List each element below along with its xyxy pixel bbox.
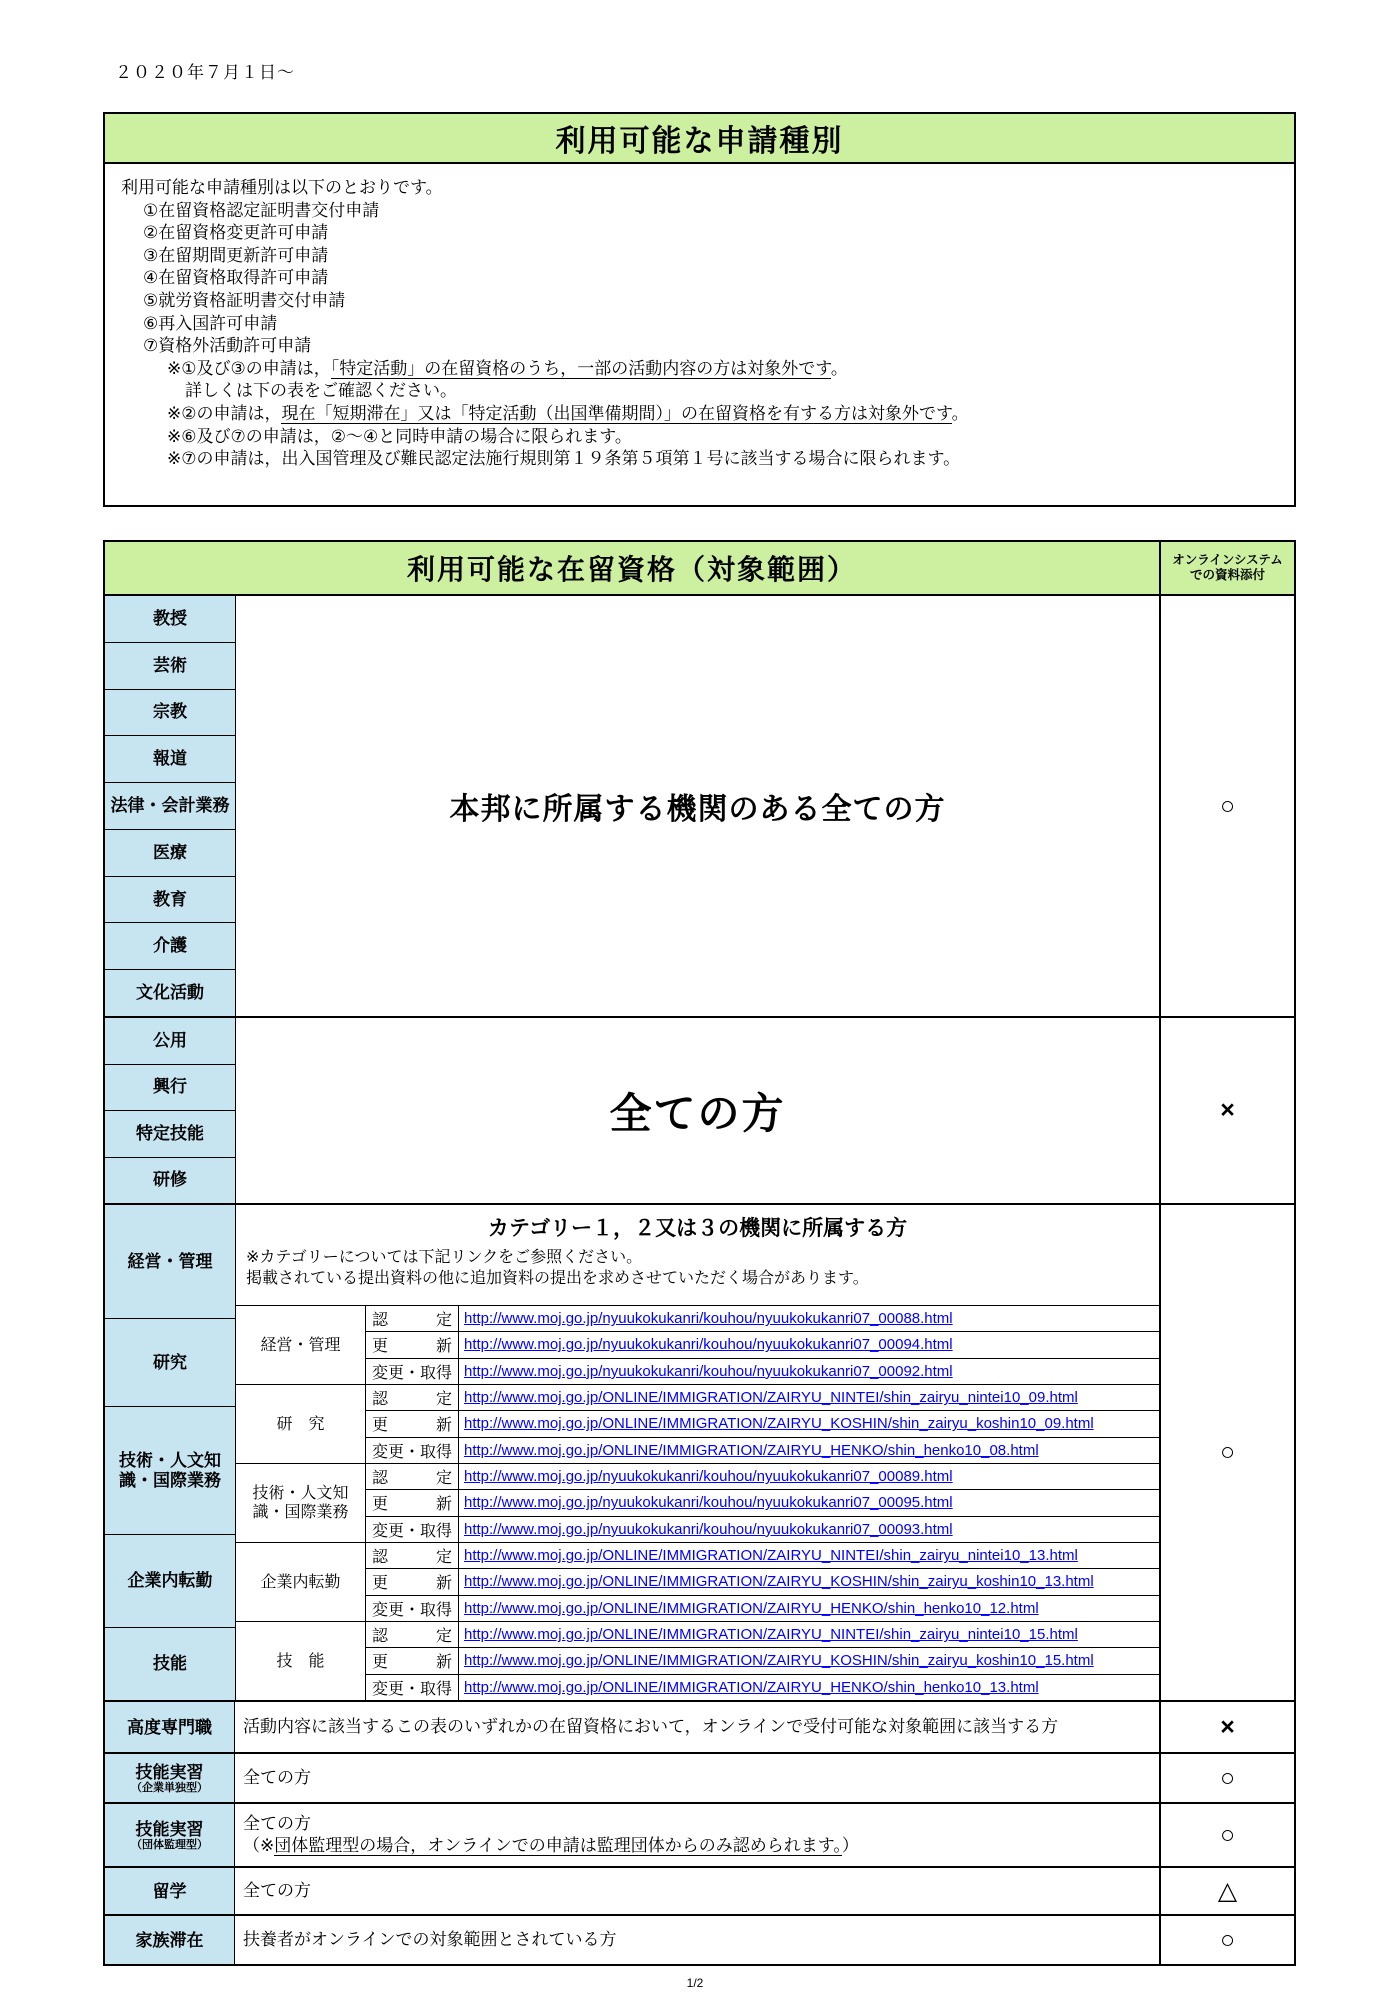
procedure-type-char: 定 — [435, 1391, 452, 1409]
category-cell: 教授 — [105, 596, 235, 642]
group-c-content — [236, 1205, 1159, 1700]
application-types-table — [103, 112, 1296, 507]
category-sublabel: （団体監理型） — [131, 1838, 208, 1851]
link-row — [366, 1438, 1159, 1463]
link-row — [366, 1385, 1159, 1411]
category-cell — [105, 1804, 235, 1866]
category-cell: 経営・管理 — [105, 1205, 235, 1318]
attachment-symbol: △ — [1217, 1877, 1238, 1905]
group-a-attachment-symbol: ○ — [1219, 791, 1236, 820]
category-cell: 報道 — [105, 735, 235, 782]
group-b-attachment-symbol: × — [1220, 1096, 1235, 1124]
application-type-item: ⑤就労資格証明書交付申請 — [143, 290, 346, 310]
category-sublabel: （企業単独型） — [131, 1781, 208, 1794]
procedure-type-label — [366, 1490, 459, 1515]
link-group — [236, 1464, 1159, 1543]
procedure-type-label — [366, 1385, 459, 1410]
procedure-type-label — [366, 1622, 459, 1647]
group-c-heading-block — [236, 1205, 1159, 1305]
application-type-item: ①在留資格認定証明書交付申請 — [143, 200, 380, 220]
link-group-rows — [366, 1622, 1159, 1700]
table-row — [105, 1752, 1294, 1802]
table1-note — [121, 448, 1280, 471]
table-row — [105, 1914, 1294, 1964]
group-c-note-line: 掲載されている提出資料の他に追加資料の提出を求めさせていただく場合があります。 — [246, 1270, 869, 1287]
procedure-type-label — [366, 1569, 459, 1594]
link-group — [236, 1543, 1159, 1622]
link-url-cell — [459, 1385, 1159, 1410]
procedure-link[interactable]: http://www.moj.go.jp/ONLINE/IMMIGRATION/ZAIRYU_NINTEI/shin_zairyu_nintei10_13.html — [464, 1547, 1078, 1565]
procedure-type-char: 定 — [435, 1470, 452, 1488]
effective-date: ２０２０年７月１日～ — [115, 63, 295, 82]
procedure-type-char: 新 — [435, 1496, 452, 1514]
link-group — [236, 1622, 1159, 1700]
link-group-rows — [366, 1543, 1159, 1621]
category-cell: 宗教 — [105, 689, 235, 736]
page-number: 1/2 — [686, 1976, 704, 1990]
category-cell — [105, 1916, 235, 1964]
scope-cell — [235, 1804, 1161, 1866]
category-cell: 芸術 — [105, 642, 235, 689]
procedure-type-char: 新 — [435, 1417, 452, 1435]
group-c-attachment-symbol: ○ — [1219, 1438, 1236, 1466]
procedure-link[interactable]: http://www.moj.go.jp/ONLINE/IMMIGRATION/ZAIRYU_HENKO/shin_henko10_12.html — [464, 1599, 1039, 1617]
link-row — [366, 1596, 1159, 1621]
link-group — [236, 1306, 1159, 1385]
link-group-label: 研 究 — [236, 1385, 366, 1463]
category-cell: 興行 — [105, 1064, 235, 1111]
procedure-type-char: 認 — [372, 1628, 389, 1646]
link-row — [366, 1569, 1159, 1595]
group-b-scope-cell — [236, 1018, 1161, 1203]
category-cell: 研修 — [105, 1157, 235, 1204]
procedure-type-label: 変更・取得 — [366, 1596, 459, 1621]
link-row — [366, 1675, 1159, 1700]
link-group-label: 技 能 — [236, 1622, 366, 1700]
table1-notes — [121, 358, 1280, 471]
procedure-link[interactable]: http://www.moj.go.jp/ONLINE/IMMIGRATION/ZAIRYU_HENKO/shin_henko10_13.html — [464, 1678, 1039, 1696]
procedure-type-char: 更 — [372, 1496, 389, 1514]
link-url-cell — [459, 1517, 1159, 1542]
procedure-type-char: 更 — [372, 1654, 389, 1672]
group-c-heading: カテゴリー１，２又は３の機関に所属する方 — [487, 1217, 908, 1240]
category-cell — [105, 1702, 235, 1752]
application-type-item: ②在留資格変更許可申請 — [143, 223, 329, 243]
procedure-type-label — [366, 1332, 459, 1357]
link-row — [366, 1517, 1159, 1542]
link-groups — [236, 1305, 1159, 1700]
procedure-type-char: 更 — [372, 1417, 389, 1435]
group-all-with-organization — [105, 596, 1294, 1016]
procedure-link[interactable]: http://www.moj.go.jp/ONLINE/IMMIGRATION/ZAIRYU_KOSHIN/shin_zairyu_koshin10_09.html — [464, 1415, 1094, 1433]
link-row — [366, 1543, 1159, 1569]
link-url-cell — [459, 1438, 1159, 1463]
procedure-type-label: 変更・取得 — [366, 1438, 459, 1463]
procedure-type-label — [366, 1464, 459, 1489]
scope-note — [243, 1835, 1159, 1857]
category-cell: 技術・人文知識・国際業務 — [105, 1406, 235, 1534]
application-type-item: ③在留期間更新許可申請 — [143, 245, 329, 265]
procedure-type-label — [366, 1543, 459, 1568]
note-underlined-text: 「特定活動」の在留資格のうち，一部の活動内容の方は対象外です — [330, 358, 831, 378]
link-url-cell — [459, 1490, 1159, 1515]
attachment-symbol: × — [1220, 1712, 1235, 1741]
procedure-type-char: 定 — [435, 1549, 452, 1567]
scope-text: 扶養者がオンラインでの対象範囲とされている方 — [243, 1930, 617, 1949]
table1-note — [121, 358, 1280, 381]
procedure-link[interactable]: http://www.moj.go.jp/ONLINE/IMMIGRATION/ZAIRYU_NINTEI/shin_zairyu_nintei10_15.html — [464, 1626, 1078, 1644]
link-group-rows — [366, 1464, 1159, 1542]
table-row — [105, 1802, 1294, 1866]
procedure-link[interactable]: http://www.moj.go.jp/nyuukokukanri/kouhou/nyuukokukanri07_00089.html — [464, 1468, 953, 1486]
category-cell — [105, 1754, 235, 1802]
link-group-label: 企業内転勤 — [236, 1543, 366, 1621]
group-a-scope-cell — [236, 596, 1161, 1016]
link-row — [366, 1490, 1159, 1516]
note-text: （※ — [243, 1836, 275, 1855]
application-types-body — [105, 164, 1294, 471]
procedure-type-char: 更 — [372, 1338, 389, 1356]
procedure-type-char: 定 — [435, 1628, 452, 1646]
group-b-scope-text: 全ての方 — [609, 1089, 786, 1137]
note-text: ※②の申請は， — [167, 403, 282, 423]
attachment-symbol: ○ — [1219, 1925, 1236, 1954]
group-category-organizations — [105, 1203, 1294, 1700]
scope-cell — [235, 1868, 1161, 1914]
link-row — [366, 1622, 1159, 1648]
category-label: 留学 — [152, 1881, 187, 1901]
category-cell: 企業内転勤 — [105, 1534, 235, 1627]
note-text: ※①及び③の申請は， — [167, 358, 331, 378]
link-group — [236, 1385, 1159, 1464]
link-group-label: 技術・人文知識・国際業務 — [236, 1464, 366, 1542]
note-text: 詳しくは下の表をご確認ください。 — [185, 381, 457, 401]
bottom-rows — [105, 1700, 1294, 1964]
link-group-rows — [366, 1306, 1159, 1384]
note-underlined-text: 団体監理型の場合，オンラインでの申請は監理団体からのみ認められます。 — [274, 1836, 842, 1855]
link-group-rows — [366, 1385, 1159, 1463]
procedure-type-char: 認 — [372, 1549, 389, 1567]
group-a-scope-text: 本邦に所属する機関のある全ての方 — [449, 793, 946, 826]
category-label: 高度専門職 — [127, 1717, 212, 1737]
group-c-notes — [236, 1242, 1159, 1289]
category-cell: 特定技能 — [105, 1110, 235, 1157]
residence-status-table — [103, 540, 1296, 1966]
note-text: ※⑥及び⑦の申請は，②～④と同時申請の場合に限られます。 — [167, 426, 632, 446]
procedure-link[interactable]: http://www.moj.go.jp/nyuukokukanri/kouhou/nyuukokukanri07_00092.html — [464, 1362, 953, 1380]
procedure-type-label: 変更・取得 — [366, 1359, 459, 1384]
procedure-type-char: 認 — [372, 1391, 389, 1409]
procedure-link[interactable]: http://www.moj.go.jp/nyuukokukanri/kouhou/nyuukokukanri07_00088.html — [464, 1310, 953, 1328]
link-url-cell — [459, 1359, 1159, 1384]
procedure-type-label: 変更・取得 — [366, 1675, 459, 1700]
category-label: 技能実習 — [135, 1819, 204, 1839]
procedure-type-char: 新 — [435, 1338, 452, 1356]
link-url-cell — [459, 1411, 1159, 1436]
application-types-title: 利用可能な申請種別 — [105, 114, 1294, 164]
residence-status-table-header — [105, 542, 1294, 596]
scope-text: 全ての方 — [243, 1881, 311, 1900]
scope-cell — [235, 1754, 1161, 1802]
procedure-link[interactable]: http://www.moj.go.jp/ONLINE/IMMIGRATION/ZAIRYU_NINTEI/shin_zairyu_nintei10_09.html — [464, 1389, 1078, 1407]
scope-text: 全ての方 — [243, 1814, 311, 1833]
residence-status-title: 利用可能な在留資格（対象範囲） — [105, 542, 1161, 594]
link-url-cell — [459, 1675, 1159, 1700]
procedure-link[interactable]: http://www.moj.go.jp/nyuukokukanri/kouhou/nyuukokukanri07_00094.html — [464, 1336, 953, 1354]
procedure-type-char: 更 — [372, 1575, 389, 1593]
procedure-link[interactable]: http://www.moj.go.jp/ONLINE/IMMIGRATION/ZAIRYU_HENKO/shin_henko10_08.html — [464, 1441, 1039, 1459]
link-group-label: 経営・管理 — [236, 1306, 366, 1384]
category-cell: 研究 — [105, 1318, 235, 1406]
link-row — [366, 1648, 1159, 1674]
attachment-header-line1: オンラインシステム — [1172, 553, 1283, 567]
group-a-categories — [105, 596, 236, 1016]
procedure-type-label: 変更・取得 — [366, 1517, 459, 1542]
application-types-intro: 利用可能な申請種別は以下のとおりです。 — [121, 178, 443, 197]
procedure-type-label — [366, 1411, 459, 1436]
table1-note — [121, 380, 1280, 403]
category-cell: 医療 — [105, 829, 235, 876]
table-row — [105, 1700, 1294, 1752]
scope-text: 活動内容に該当するこの表のいずれかの在留資格において，オンラインで受付可能な対象範囲に該当する方 — [243, 1717, 1059, 1736]
category-cell: 介護 — [105, 922, 235, 969]
category-cell: 技能 — [105, 1627, 235, 1700]
note-text: ） — [841, 1836, 859, 1855]
link-url-cell — [459, 1569, 1159, 1594]
procedure-link[interactable]: http://www.moj.go.jp/nyuukokukanri/kouhou/nyuukokukanri07_00095.html — [464, 1494, 953, 1512]
category-cell: 法律・会計業務 — [105, 782, 235, 829]
scope-text: 全ての方 — [243, 1768, 311, 1787]
procedure-type-label — [366, 1306, 459, 1331]
group-c-note-line: ※カテゴリーについては下記リンクをご参照ください。 — [246, 1249, 643, 1266]
scope-cell — [235, 1916, 1161, 1964]
application-type-list — [121, 200, 1280, 358]
link-row — [366, 1332, 1159, 1358]
link-row — [366, 1411, 1159, 1437]
procedure-type-char: 認 — [372, 1470, 389, 1488]
group-c-scope-cell — [236, 1205, 1161, 1700]
link-row — [366, 1359, 1159, 1384]
category-label: 技能実習 — [135, 1762, 204, 1782]
link-row — [366, 1306, 1159, 1332]
link-url-cell — [459, 1622, 1159, 1647]
attachment-column-header — [1161, 542, 1294, 594]
note-underlined-text: 現在「短期滞在」又は「特定活動（出国準備期間）」の在留資格を有する方は対象外です — [281, 403, 952, 423]
table1-note — [121, 426, 1280, 449]
category-cell — [105, 1868, 235, 1914]
group-everyone — [105, 1016, 1294, 1203]
group-b-categories — [105, 1018, 236, 1203]
procedure-type-char: 新 — [435, 1575, 452, 1593]
link-url-cell — [459, 1648, 1159, 1673]
procedure-type-label — [366, 1648, 459, 1673]
link-url-cell — [459, 1464, 1159, 1489]
attachment-header-line2: での資料添付 — [1189, 568, 1265, 582]
scope-cell — [235, 1702, 1161, 1752]
procedure-link[interactable]: http://www.moj.go.jp/nyuukokukanri/kouhou/nyuukokukanri07_00093.html — [464, 1520, 953, 1538]
application-type-item: ⑥再入国許可申請 — [143, 313, 278, 333]
link-url-cell — [459, 1543, 1159, 1568]
category-cell: 公用 — [105, 1018, 235, 1064]
group-c-categories — [105, 1205, 236, 1700]
procedure-type-char: 定 — [435, 1312, 452, 1330]
link-url-cell — [459, 1332, 1159, 1357]
link-url-cell — [459, 1596, 1159, 1621]
note-text: 。 — [951, 403, 969, 423]
category-cell: 教育 — [105, 876, 235, 923]
note-text: 。 — [830, 358, 848, 378]
attachment-symbol: ○ — [1219, 1763, 1236, 1792]
procedure-type-char: 新 — [435, 1654, 452, 1672]
application-type-item: ⑦資格外活動許可申請 — [143, 336, 312, 356]
attachment-symbol: ○ — [1219, 1820, 1236, 1849]
category-label: 家族滞在 — [135, 1930, 204, 1950]
procedure-link[interactable]: http://www.moj.go.jp/ONLINE/IMMIGRATION/ZAIRYU_KOSHIN/shin_zairyu_koshin10_13.html — [464, 1573, 1094, 1591]
table-row — [105, 1866, 1294, 1914]
procedure-link[interactable]: http://www.moj.go.jp/ONLINE/IMMIGRATION/ZAIRYU_KOSHIN/shin_zairyu_koshin10_15.html — [464, 1652, 1094, 1670]
application-type-item: ④在留資格取得許可申請 — [143, 268, 329, 288]
table1-note — [121, 403, 1280, 426]
category-cell: 文化活動 — [105, 969, 235, 1016]
link-url-cell — [459, 1306, 1159, 1331]
note-text: ※⑦の申請は，出入国管理及び難民認定法施行規則第１９条第５項第１号に該当する場合に限られます。 — [167, 449, 961, 469]
link-row — [366, 1464, 1159, 1490]
procedure-type-char: 認 — [372, 1312, 389, 1330]
